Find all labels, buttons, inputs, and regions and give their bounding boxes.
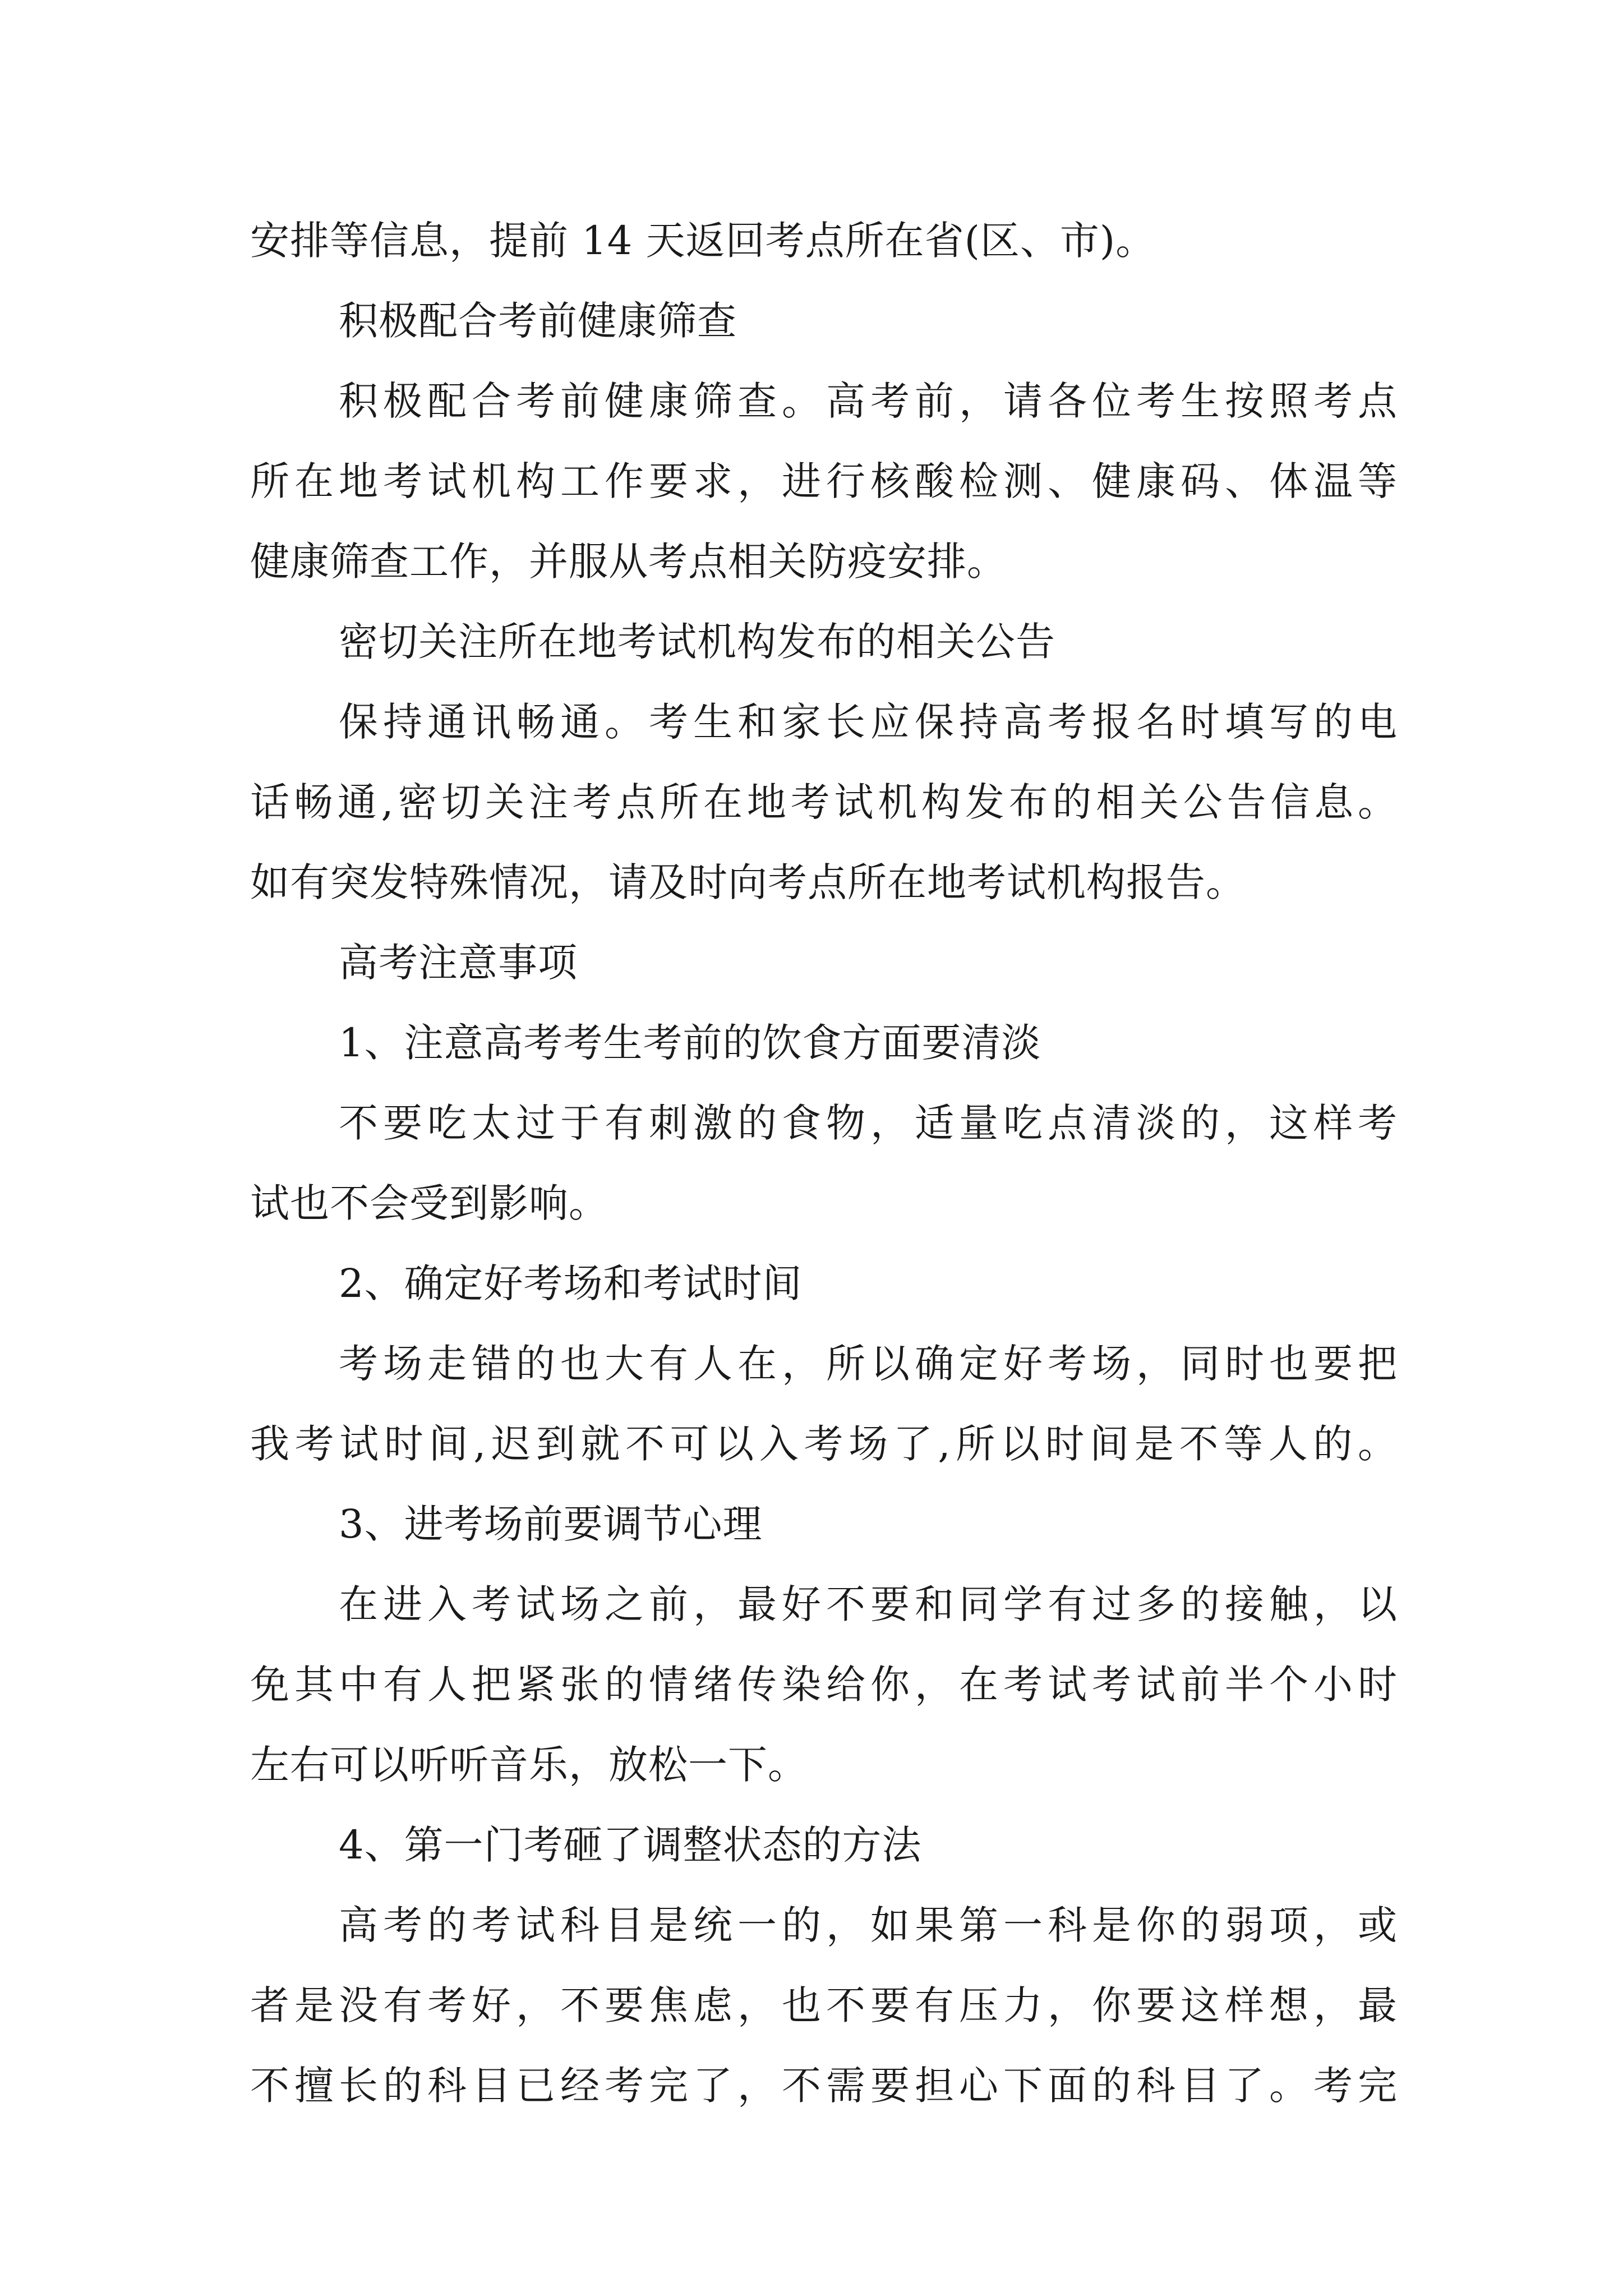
text-line: 在进入考试场之前，最好不要和同学有过多的接触，以 <box>339 1581 1398 1627</box>
section-heading: 积极配合考前健康筛查 <box>339 298 737 344</box>
text-line: 左右可以听听音乐，放松一下。 <box>250 1742 808 1788</box>
text-line: 不要吃太过于有刺激的食物，适量吃点清淡的，这样考 <box>339 1100 1398 1146</box>
text-line: 话畅通,密切关注考点所在地考试机构发布的相关公告信息。 <box>250 779 1398 825</box>
section-heading: 高考注意事项 <box>339 940 578 986</box>
numbered-heading: 4、第一门考砸了调整状态的方法 <box>339 1822 922 1868</box>
text-line: 保持通讯畅通。考生和家长应保持高考报名时填写的电 <box>339 699 1398 745</box>
text-line: 如有突发特殊情况，请及时向考点所在地考试机构报告。 <box>250 859 1246 905</box>
text-line: 高考的考试科目是统一的，如果第一科是你的弱项，或 <box>339 1902 1398 1948</box>
numbered-heading: 3、进考场前要调节心理 <box>339 1501 763 1547</box>
text-line: 试也不会受到影响。 <box>250 1180 608 1226</box>
numbered-heading: 1、注意高考考生考前的饮食方面要清淡 <box>339 1020 1041 1066</box>
text-line: 所在地考试机构工作要求，进行核酸检测、健康码、体温等 <box>250 458 1398 504</box>
text-line: 安排等信息，提前 14 天返回考点所在省(区、市)。 <box>250 218 1156 264</box>
text-line: 不擅长的科目已经考完了，不需要担心下面的科目了。考完 <box>250 2063 1398 2109</box>
text-line: 免其中有人把紧张的情绪传染给你，在考试考试前半个小时 <box>250 1662 1398 1708</box>
text-line: 积极配合考前健康筛查。高考前，请各位考生按照考点 <box>339 378 1398 424</box>
text-line: 者是没有考好，不要焦虑，也不要有压力，你要这样想，最 <box>250 1982 1398 2028</box>
text-line: 我考试时间,迟到就不可以入考场了,所以时间是不等人的。 <box>250 1421 1398 1467</box>
text-line: 考场走错的也大有人在，所以确定好考场，同时也要把 <box>339 1341 1398 1387</box>
document-body <box>250 215 1398 2111</box>
section-heading: 密切关注所在地考试机构发布的相关公告 <box>339 619 1055 665</box>
numbered-heading: 2、确定好考场和考试时间 <box>339 1260 803 1306</box>
text-line: 健康筛查工作，并服从考点相关防疫安排。 <box>250 539 1007 585</box>
